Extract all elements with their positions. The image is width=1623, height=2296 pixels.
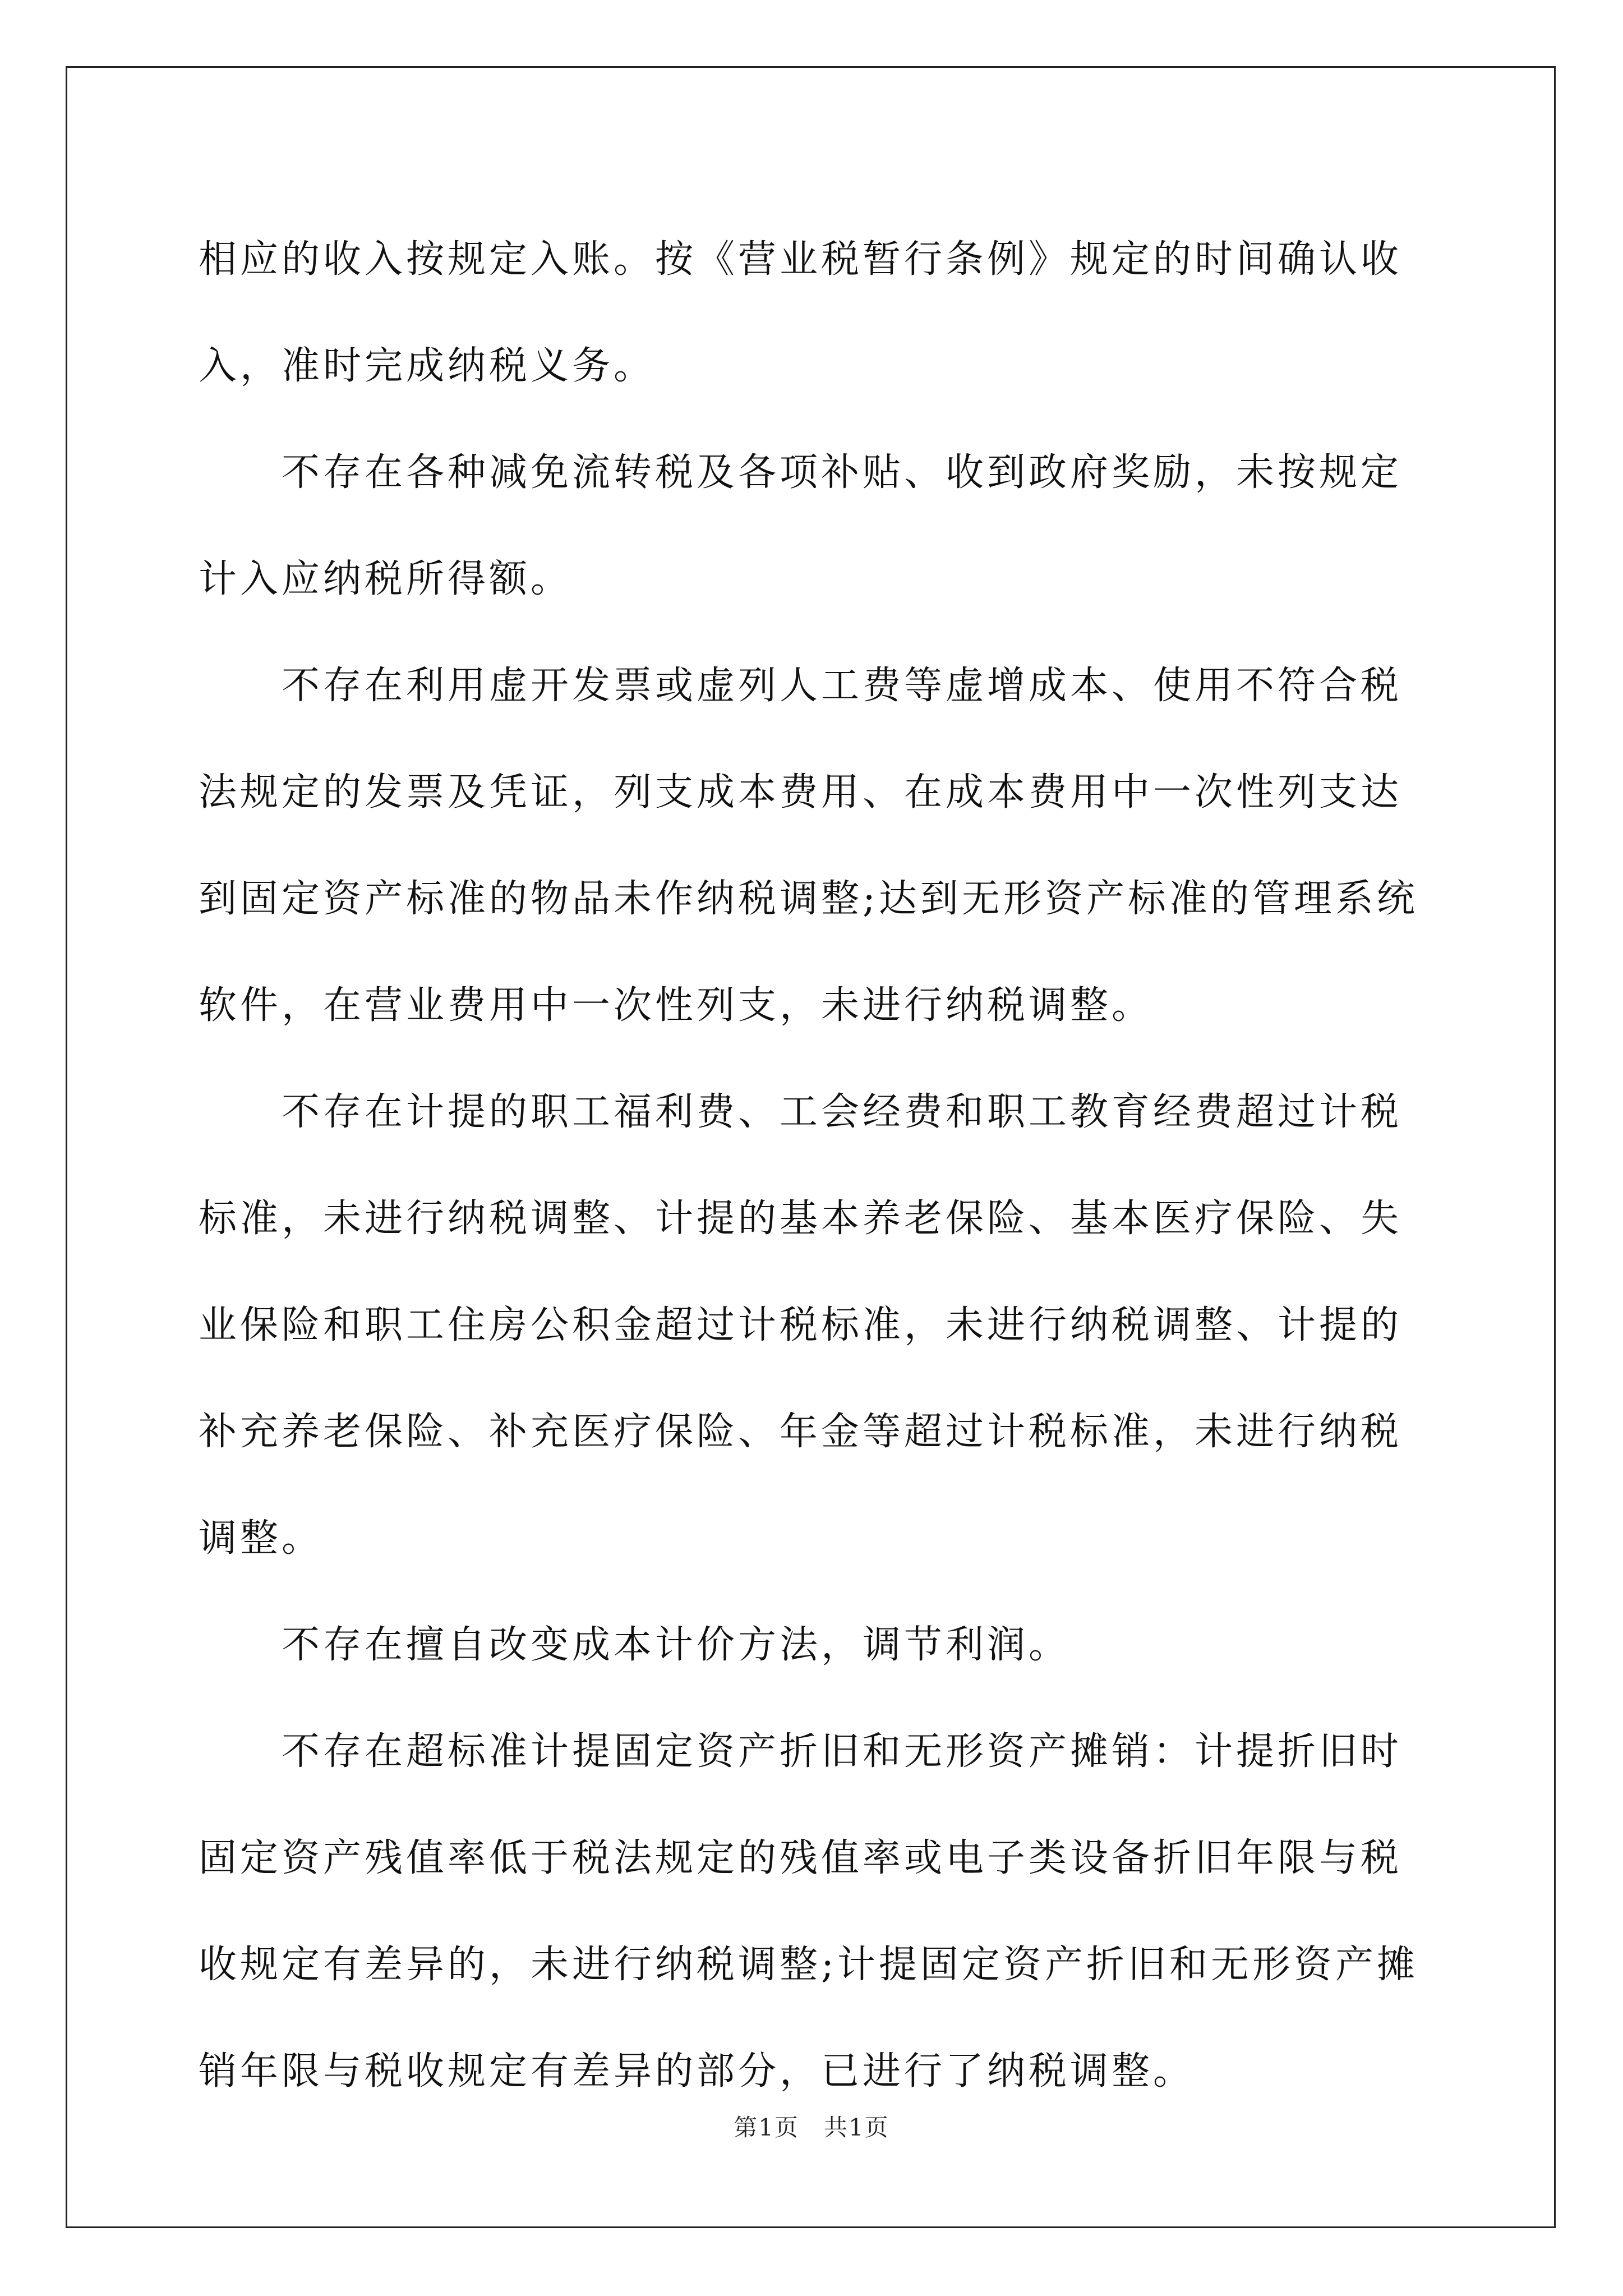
paragraph-4: 不存在计提的职工福利费、工会经费和职工教育经费超过计税标准，未进行纳税调整、计提的基本养老保险、基本医疗保险、失业保险和职工住房公积金超过计税标准，未进行纳税调整、计提的补充养老保险、补充医疗保险、年金等超过计税标准，未进行纳税调整。: [199, 1090, 1403, 1561]
paragraph-6: 不存在超标准计提固定资产折旧和无形资产摊销：计提折旧时固定资产残值率低于税法规定的残值率或电子类设备折旧年限与税收规定有差异的，未进行纳税调整;计提固定资产折旧和无形资产摊销年限与税收规定有差异的部分，已进行了纳税调整。: [199, 1729, 1418, 2093]
paragraph-1: 相应的收入按规定入账。按《营业税暂行条例》规定的时间确认收入，准时完成纳税义务。: [199, 237, 1403, 388]
page-footer: 第1页 共1页: [734, 2114, 889, 2141]
document-body: [199, 206, 1427, 2125]
paragraph-5: 不存在擅自改变成本计价方法，调节利润。: [282, 1623, 1071, 1667]
paragraph-2: 不存在各种减免流转税及各项补贴、收到政府奖励，未按规定计入应纳税所得额。: [199, 450, 1403, 601]
paragraph-3: 不存在利用虚开发票或虚列人工费等虚增成本、使用不符合税法规定的发票及凭证，列支成本费用、在成本费用中一次性列支达到固定资产标准的物品未作纳税调整;达到无形资产标准的管理系统软件，在营业费用中一次性列支，未进行纳税调整。: [199, 664, 1418, 1028]
